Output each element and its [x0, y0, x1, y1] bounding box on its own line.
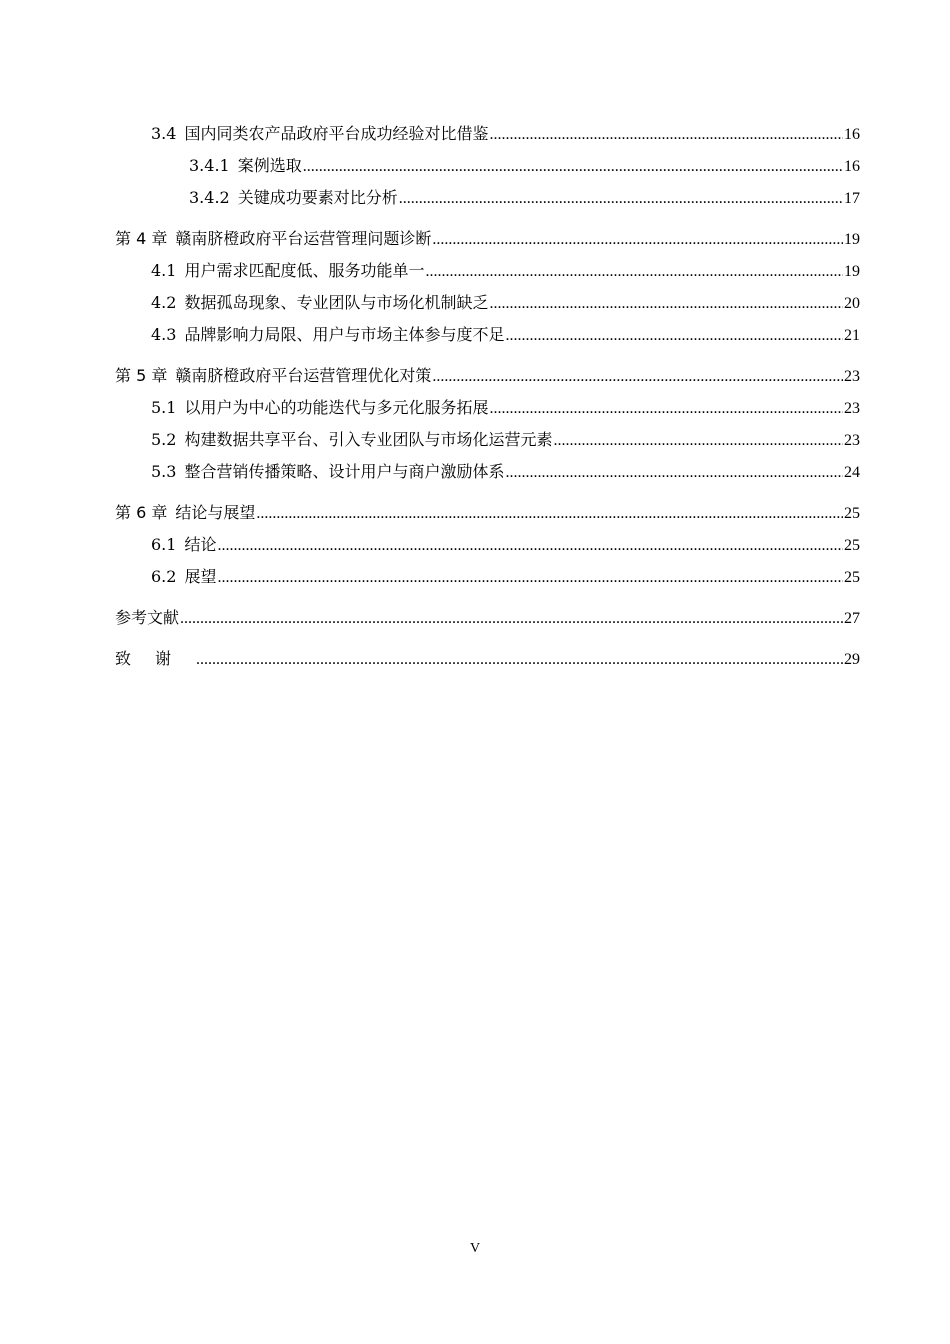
toc-entry-title: 关键成功要素对比分析 [237, 188, 398, 207]
toc-entry-page: 16 [844, 158, 860, 175]
toc-entry-number: 5.1 [151, 398, 177, 417]
toc-dot-leader [432, 224, 843, 256]
toc-dot-leader [180, 603, 843, 635]
toc-dot-leader [303, 151, 843, 183]
toc-acknowledgements[interactable] [115, 643, 860, 675]
toc-entry-3-4-2[interactable] [115, 182, 860, 214]
toc-entry-page: 29 [844, 651, 860, 668]
toc-entry-page: 17 [844, 190, 860, 207]
toc-entry-number: 6.2 [151, 567, 177, 586]
table-of-contents [115, 118, 860, 675]
toc-entry-title: 数据孤岛现象、专业团队与市场化机制缺乏 [184, 293, 489, 312]
toc-entry-title: 以用户为中心的功能迭代与多元化服务拓展 [184, 398, 489, 417]
toc-entry-number: 5.2 [151, 430, 177, 449]
toc-entry-title: 用户需求匹配度低、服务功能单一 [184, 261, 425, 280]
toc-entry-title: 构建数据共享平台、引入专业团队与市场化运营元素 [184, 430, 553, 449]
toc-dot-leader [217, 530, 843, 562]
toc-chapter-number: 第 5 章 [115, 366, 168, 385]
toc-entry-6-2[interactable] [115, 561, 860, 593]
toc-chapter-title: 赣南脐橙政府平台运营管理问题诊断 [175, 229, 432, 248]
toc-entry-number: 4.3 [151, 325, 177, 344]
toc-dot-leader [553, 425, 843, 457]
toc-dot-leader [196, 644, 843, 676]
toc-dot-leader [217, 562, 843, 594]
toc-entry-4-1[interactable] [115, 255, 860, 287]
toc-dot-leader [425, 256, 843, 288]
toc-references[interactable] [115, 602, 860, 634]
toc-chapter-title: 致谢 [115, 649, 196, 668]
toc-entry-title: 品牌影响力局限、用户与市场主体参与度不足 [184, 325, 505, 344]
toc-entry-page: 24 [844, 464, 860, 481]
toc-chapter-number: 第 6 章 [115, 503, 168, 522]
toc-entry-title: 国内同类农产品政府平台成功经验对比借鉴 [184, 124, 489, 143]
toc-entry-page: 16 [844, 126, 860, 143]
toc-entry-page: 25 [844, 569, 860, 586]
toc-entry-title: 展望 [184, 567, 217, 586]
toc-dot-leader [489, 119, 843, 151]
toc-entry-page: 23 [844, 432, 860, 449]
toc-entry-number: 5.3 [151, 462, 177, 481]
toc-entry-title: 整合营销传播策略、设计用户与商户激励体系 [184, 462, 505, 481]
toc-entry-number: 6.1 [151, 535, 177, 554]
toc-chapter-title: 赣南脐橙政府平台运营管理优化对策 [175, 366, 432, 385]
toc-chapter-number: 第 4 章 [115, 229, 168, 248]
toc-dot-leader [432, 361, 843, 393]
toc-entry-page: 21 [844, 327, 860, 344]
toc-entry-page: 27 [844, 610, 860, 627]
toc-entry-page: 20 [844, 295, 860, 312]
toc-entry-4-3[interactable] [115, 319, 860, 351]
toc-entry-number: 3.4.2 [189, 188, 230, 207]
toc-chapter-6[interactable] [115, 497, 860, 529]
toc-entry-title: 结论 [184, 535, 217, 554]
toc-dot-leader [505, 320, 843, 352]
toc-entry-page: 19 [844, 263, 860, 280]
toc-entry-number: 4.1 [151, 261, 177, 280]
page-number: V [469, 1241, 481, 1256]
toc-dot-leader [256, 498, 843, 530]
toc-entry-page: 23 [844, 400, 860, 417]
toc-dot-leader [489, 393, 843, 425]
toc-entry-3-4[interactable] [115, 118, 860, 150]
toc-entry-number: 3.4.1 [189, 156, 230, 175]
toc-chapter-5[interactable] [115, 360, 860, 392]
toc-chapter-4[interactable] [115, 223, 860, 255]
toc-entry-3-4-1[interactable] [115, 150, 860, 182]
toc-entry-page: 19 [844, 231, 860, 248]
toc-entry-page: 25 [844, 537, 860, 554]
toc-entry-5-3[interactable] [115, 456, 860, 488]
toc-entry-5-1[interactable] [115, 392, 860, 424]
toc-dot-leader [489, 288, 843, 320]
toc-chapter-title: 参考文献 [115, 608, 180, 627]
toc-entry-number: 3.4 [151, 124, 177, 143]
toc-dot-leader [399, 183, 843, 215]
toc-entry-6-1[interactable] [115, 529, 860, 561]
toc-entry-4-2[interactable] [115, 287, 860, 319]
toc-entry-title: 案例选取 [237, 156, 302, 175]
toc-entry-page: 23 [844, 368, 860, 385]
toc-entry-5-2[interactable] [115, 424, 860, 456]
toc-dot-leader [505, 457, 843, 489]
toc-chapter-title: 结论与展望 [175, 503, 256, 522]
toc-entry-page: 25 [844, 505, 860, 522]
toc-entry-number: 4.2 [151, 293, 177, 312]
